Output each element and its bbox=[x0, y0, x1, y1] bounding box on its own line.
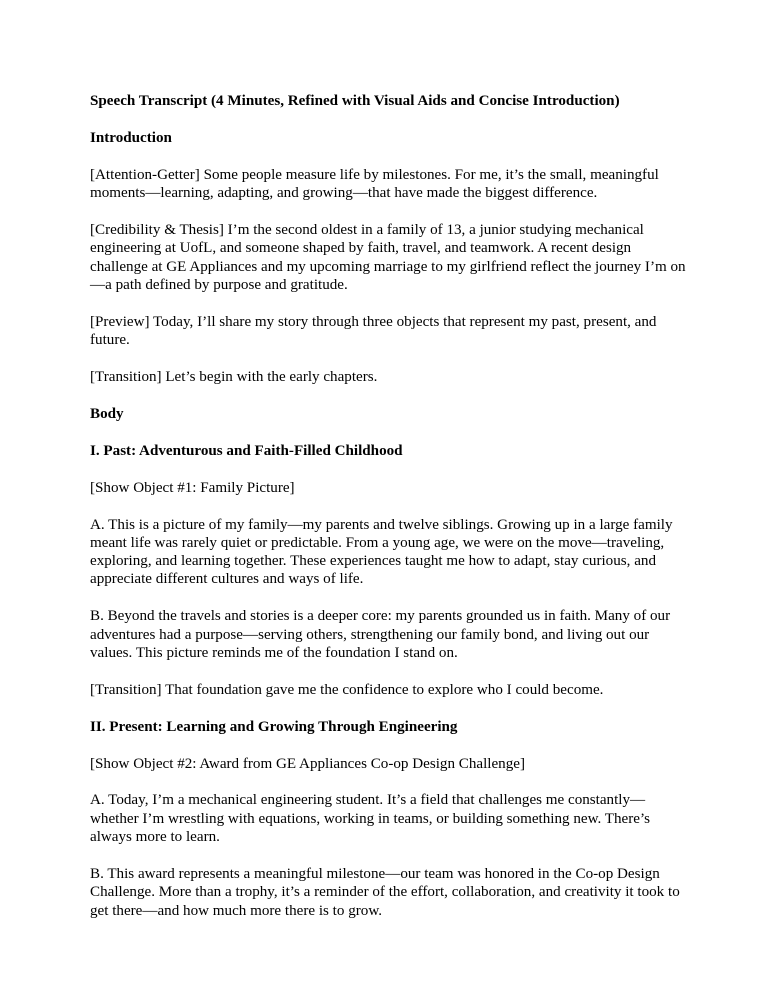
intro-transition-paragraph: [Transition] Let’s begin with the early chapters. bbox=[90, 368, 378, 385]
section-2-heading: II. Present: Learning and Growing Through Engineering bbox=[90, 718, 458, 735]
section-1-object: [Show Object #1: Family Picture] bbox=[90, 479, 295, 496]
section-1-heading: I. Past: Adventurous and Faith-Filled Childhood bbox=[90, 442, 403, 459]
document-title: Speech Transcript (4 Minutes, Refined with Visual Aids and Concise Introduction) bbox=[90, 93, 620, 109]
preview-paragraph: [Preview] Today, I’ll share my story through three objects that represent my past, present, and future. bbox=[90, 313, 657, 349]
section-1-transition: [Transition] That foundation gave me the confidence to explore who I could become. bbox=[90, 681, 604, 698]
credibility-thesis-paragraph: [Credibility & Thesis] I’m the second oldest in a family of 13, a junior studying mechanical engineering at UofL, and someone shaped by faith, travel, and teamwork. A recent design challenge at GE Appliances and my upcoming marriage to my girlfriend reflect the journey I’m on—a path defined by purpose and gratitude. bbox=[90, 221, 686, 293]
section-1-point-b: B. Beyond the travels and stories is a deeper core: my parents grounded us in faith. Many of our adventures had a purpose—serving others, strengthening our family bond, and living out our values. This picture reminds me of the foundation I stand on. bbox=[90, 608, 671, 661]
section-2-point-a: A. Today, I’m a mechanical engineering student. It’s a field that challenges me constantly—whether I’m wrestling with equations, working in teams, or building something new. There’s always more to learn. bbox=[90, 792, 651, 846]
section-2-object: [Show Object #2: Award from GE Appliances Co-op Design Challenge] bbox=[90, 755, 525, 772]
document-page bbox=[90, 92, 688, 938]
section-2-point-b: B. This award represents a meaningful milestone—our team was honored in the Co-op Design Challenge. More than a trophy, it’s a reminder of the effort, collaboration, and creativity it took to get there—and how much more there is to grow. bbox=[90, 865, 680, 919]
body-heading: Body bbox=[90, 405, 124, 422]
section-1-point-a: A. This is a picture of my family—my parents and twelve siblings. Growing up in a large family meant life was rarely quiet or predictable. From a young age, we were on the move—traveling, exploring, and learning together. These experiences taught me how to adapt, stay curious, and appreciate different cultures and ways of life. bbox=[90, 516, 673, 588]
attention-getter-paragraph: [Attention-Getter] Some people measure life by milestones. For me, it’s the small, meaningful moments—learning, adapting, and growing—that have made the biggest difference. bbox=[90, 166, 659, 202]
introduction-heading: Introduction bbox=[90, 129, 172, 146]
